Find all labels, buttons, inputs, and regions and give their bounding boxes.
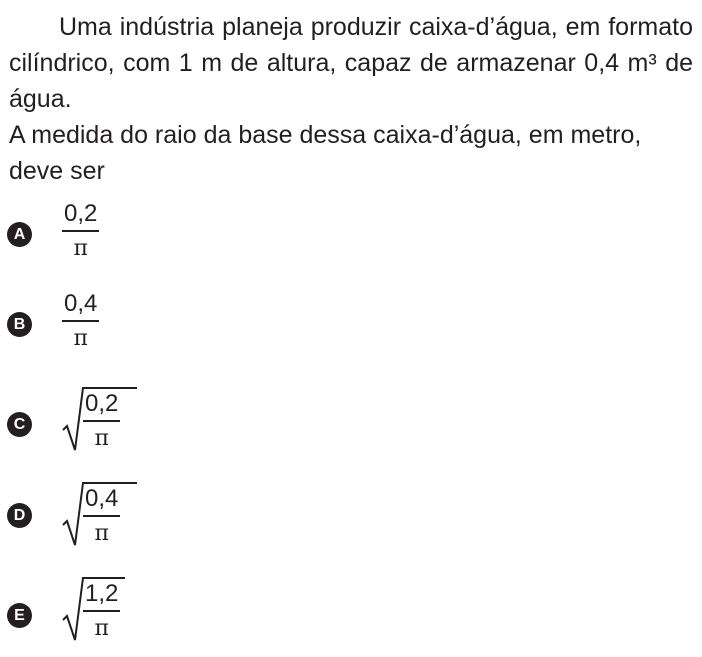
denominator: π bbox=[73, 236, 88, 261]
option-b[interactable] bbox=[7, 290, 207, 370]
option-d[interactable] bbox=[7, 481, 207, 561]
option-e[interactable] bbox=[7, 576, 207, 656]
denominator: π bbox=[94, 616, 109, 641]
option-letter-badge: A bbox=[7, 222, 32, 247]
option-letter-badge: B bbox=[7, 312, 32, 337]
option-letter-badge: E bbox=[7, 603, 32, 628]
fraction bbox=[83, 580, 120, 643]
fraction bbox=[83, 485, 120, 548]
option-letter-badge: C bbox=[7, 412, 32, 437]
denominator: π bbox=[94, 426, 109, 451]
numerator: 0,4 bbox=[83, 485, 120, 517]
numerator: 1,2 bbox=[83, 580, 120, 612]
numerator: 0,2 bbox=[83, 390, 120, 422]
denominator: π bbox=[73, 326, 88, 351]
fraction bbox=[62, 200, 99, 263]
fraction bbox=[62, 290, 99, 353]
denominator: π bbox=[94, 521, 109, 546]
fraction bbox=[83, 390, 120, 453]
numerator: 0,4 bbox=[62, 290, 99, 322]
option-a[interactable] bbox=[7, 200, 207, 280]
question-statement: Uma indústria planeja produzir caixa-d’água, em formato cilíndrico, com 1 m de altura, capaz de armazenar 0,4 m³ de água. bbox=[9, 13, 693, 113]
question-prompt: A medida do raio da base dessa caixa-d’água, em metro, deve ser bbox=[9, 121, 642, 185]
option-letter-badge: D bbox=[7, 503, 32, 528]
numerator: 0,2 bbox=[62, 200, 99, 232]
option-c[interactable] bbox=[7, 386, 207, 466]
